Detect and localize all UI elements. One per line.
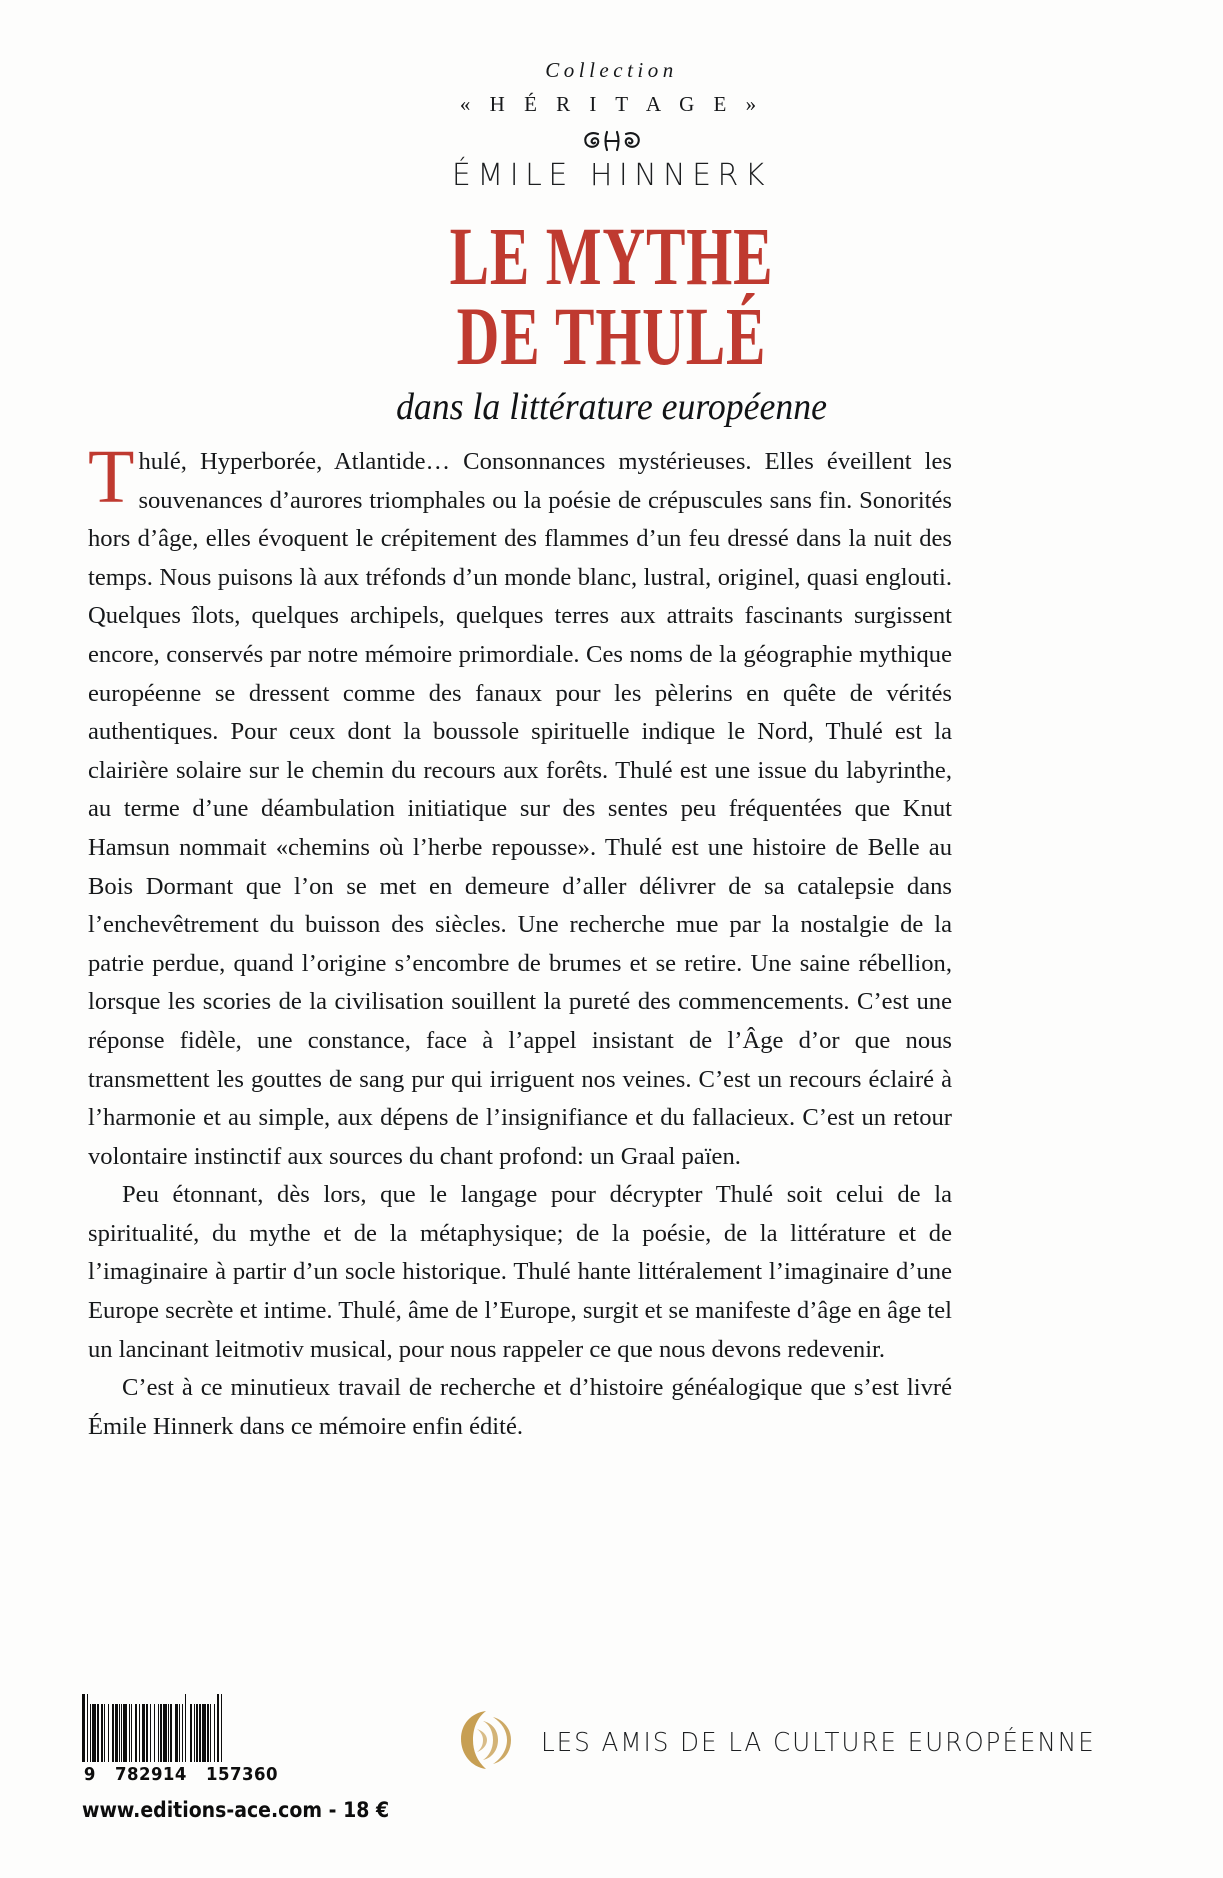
title-line-1: LE MYTHE (449, 211, 774, 304)
back-cover-blurb (88, 435, 952, 1446)
isbn-barcode (82, 1694, 390, 1822)
blurb-paragraph: Peu étonnant, dès lors, que le langage pour décrypter Thulé soit celui de la spiritualité, du mythe et de la métaphysique; de la poésie, de la littérature et de l’imaginaire à partir d’un socle historique. Thulé hante littéralement l’imaginaire d’une Europe secrète et intime. Thulé, âme de l’Europe, surgit et se manifeste d’âge en âge tel un lancinant leitmotiv musical, pour nous rappeler ce que nous devons redevenir. (88, 1181, 952, 1363)
barcode-digit-group: 782914 (114, 1764, 187, 1785)
title-line-2: DE THULÉ (456, 291, 767, 384)
title-block (0, 211, 1223, 429)
collection-header (0, 58, 1223, 156)
publisher-block (455, 1707, 1125, 1778)
author-name: ÉMILE HINNERK (451, 158, 772, 193)
collection-label: Collection (545, 58, 678, 82)
publisher-name: LES AMIS DE LA CULTURE EUROPÉENNE (541, 1727, 1096, 1758)
swirl-logo-icon (455, 1707, 517, 1778)
double-spiral-ornament-icon (0, 126, 1223, 156)
website-and-price: www.editions-ace.com - 18 € (82, 1798, 390, 1822)
blurb-paragraph: C’est à ce minutieux travail de recherche et d’histoire généalogique que s’est livré Émile Hinnerk dans ce mémoire enfin édité. (88, 1374, 952, 1440)
subtitle: dans la littérature européenne (396, 385, 827, 428)
collection-name: « H É R I T A G E » (459, 92, 764, 116)
barcode-digits (82, 1764, 280, 1785)
cover-footer (0, 1678, 1223, 1878)
barcode-bars (82, 1694, 297, 1762)
blurb-paragraph: Thulé, Hyperborée, Atlantide… Consonnances mystérieuses. Elles éveillent les souvenances d’aurores triomphales ou la poésie de crépuscules sans fin. Sonorités hors d’âge, elles évoquent le crépitement des flammes d’un feu dressé dans la nuit des temps. Nous puisons là aux tréfonds d’un monde blanc, lustral, originel, quasi englouti. Quelques îlots, quelques archipels, quelques terres aux attraits fascinants surgissent encore, conservés par notre mémoire primordiale. Ces noms de la géographie mythique européenne se dressent comme des fanaux pour les pèlerins en quête de vérités authentiques. Pour ceux dont la boussole spirituelle indique le Nord, Thulé est la clairière solaire sur le chemin du recours aux forêts. Thulé est une issue du labyrinthe, au terme d’une déambulation initiatique sur des sentes peu fréquentées que Knut Hamsun nommait «chemins où l’herbe repousse». Thulé est une histoire de Belle au Bois Dormant que l’on se met en demeure d’aller délivrer de sa catalepsie dans l’enchevêtrement du buisson des siècles. Une recherche mue par la nostalgie de la patrie perdue, quand l’origine s’encombre de brumes et se retire. Une saine rébellion, lorsque les scories de la civilisation souillent la pureté des commencements. C’est une réponse fidèle, une constance, face à l’appel insistant de l’Âge d’or que nous transmettent les gouttes de sang pur qui irriguent nos veines. C’est un recours éclairé à l’harmonie et au simple, aux dépens de l’insignifiance et du fallacieux. C’est un retour volontaire instinctif aux sources du chant profond: un Graal païen. (88, 435, 952, 1170)
barcode-digit-group: 157360 (206, 1764, 278, 1785)
barcode-digit-group: 9 (83, 1764, 96, 1785)
